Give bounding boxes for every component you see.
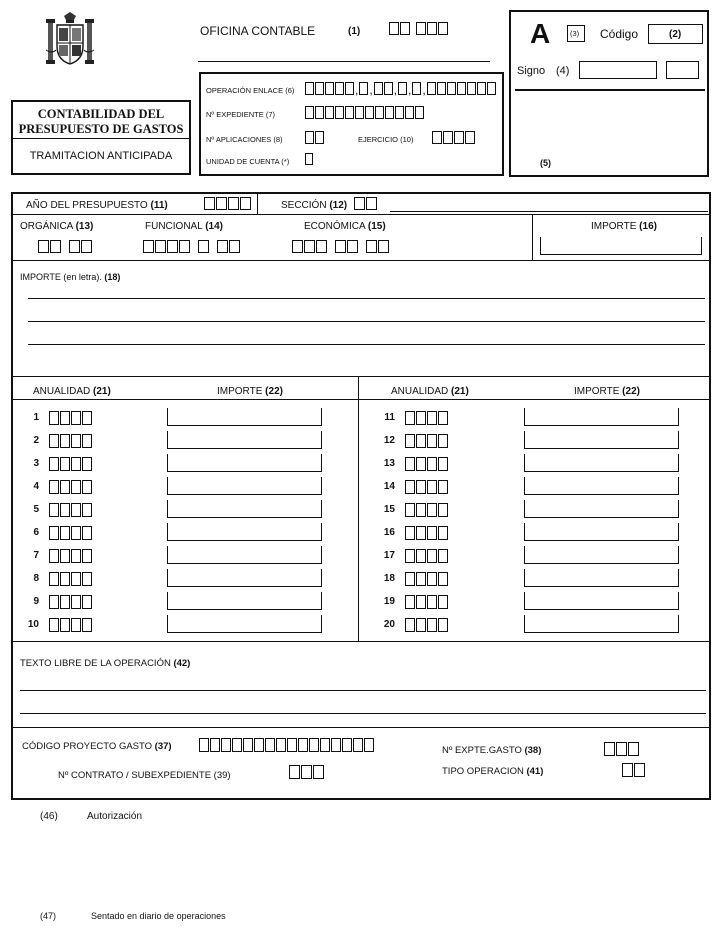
separator-comma: , bbox=[422, 83, 426, 97]
anualidad-importe-field[interactable] bbox=[167, 615, 322, 633]
input-cell[interactable] bbox=[82, 526, 92, 540]
input-cell[interactable] bbox=[232, 738, 242, 752]
input-cell[interactable] bbox=[438, 457, 448, 471]
economica-cells[interactable] bbox=[292, 240, 389, 253]
input-cell[interactable] bbox=[427, 457, 437, 471]
input-cell[interactable] bbox=[309, 738, 319, 752]
input-cell[interactable] bbox=[60, 595, 70, 609]
input-cell[interactable] bbox=[320, 738, 330, 752]
anualidad-year-cells[interactable] bbox=[49, 618, 92, 632]
input-cell[interactable] bbox=[359, 82, 368, 95]
input-cell[interactable] bbox=[634, 763, 645, 777]
row-number: 12 bbox=[383, 435, 395, 446]
input-cell[interactable] bbox=[60, 411, 70, 425]
input-cell[interactable] bbox=[325, 82, 334, 95]
input-cell[interactable] bbox=[82, 411, 92, 425]
importe-22-left-label: IMPORTE (22) bbox=[217, 386, 283, 397]
input-cell[interactable] bbox=[427, 480, 437, 494]
input-cell[interactable] bbox=[331, 738, 341, 752]
input-cell[interactable] bbox=[298, 738, 308, 752]
codigo-proyecto-cells[interactable] bbox=[199, 738, 374, 752]
input-cell[interactable] bbox=[240, 197, 251, 210]
signo-num: (4) bbox=[556, 65, 570, 77]
input-cell[interactable] bbox=[305, 131, 314, 144]
input-cell[interactable] bbox=[365, 106, 374, 119]
row-number: 2 bbox=[33, 435, 39, 446]
anualidad-importe-field[interactable] bbox=[167, 592, 322, 610]
anualidad-importe-field[interactable] bbox=[524, 523, 679, 541]
input-cell[interactable] bbox=[405, 106, 414, 119]
input-cell[interactable] bbox=[71, 549, 81, 563]
input-cell[interactable] bbox=[335, 82, 344, 95]
input-cell[interactable] bbox=[416, 549, 426, 563]
input-cell[interactable] bbox=[347, 240, 358, 253]
input-cell[interactable] bbox=[465, 131, 475, 144]
anualidad-importe-field[interactable] bbox=[524, 546, 679, 564]
input-cell[interactable] bbox=[335, 240, 346, 253]
input-cell[interactable] bbox=[292, 240, 303, 253]
input-cell[interactable] bbox=[467, 82, 476, 95]
input-cell[interactable] bbox=[71, 457, 81, 471]
anualidad-right-label: ANUALIDAD (21) bbox=[391, 386, 469, 397]
row-number: 13 bbox=[383, 458, 395, 469]
input-cell[interactable] bbox=[49, 434, 59, 448]
operacion-enlace-label: OPERACIÓN ENLACE (6) bbox=[206, 86, 295, 95]
input-cell[interactable] bbox=[427, 503, 437, 517]
anualidad-year-cells[interactable] bbox=[405, 549, 448, 563]
sentado-label: Sentado en diario de operaciones bbox=[91, 911, 226, 921]
input-cell[interactable] bbox=[60, 434, 70, 448]
signo-field-2[interactable] bbox=[666, 61, 699, 79]
input-cell[interactable] bbox=[405, 618, 415, 632]
row-number: 3 bbox=[33, 458, 39, 469]
input-cell[interactable] bbox=[378, 240, 389, 253]
anualidad-year-cells[interactable] bbox=[49, 480, 92, 494]
input-cell[interactable] bbox=[354, 197, 365, 210]
input-cell[interactable] bbox=[416, 411, 426, 425]
signo-field[interactable] bbox=[579, 61, 657, 79]
input-cell[interactable] bbox=[432, 131, 442, 144]
form-letter: A bbox=[530, 18, 551, 49]
importe-16-label: IMPORTE (16) bbox=[591, 221, 657, 232]
input-cell[interactable] bbox=[49, 618, 59, 632]
title-line-2: PRESUPUESTO DE GASTOS bbox=[18, 122, 184, 136]
input-cell[interactable] bbox=[229, 240, 240, 253]
importe-16-field[interactable] bbox=[540, 237, 702, 255]
box-3-num: (3) bbox=[570, 29, 580, 38]
input-cell[interactable] bbox=[384, 82, 393, 95]
input-cell[interactable] bbox=[155, 240, 166, 253]
input-cell[interactable] bbox=[265, 738, 275, 752]
input-cell[interactable] bbox=[454, 131, 464, 144]
expte-gasto-cells[interactable] bbox=[604, 742, 639, 756]
input-cell[interactable] bbox=[427, 411, 437, 425]
input-cell[interactable] bbox=[316, 240, 327, 253]
anualidad-importe-field[interactable] bbox=[524, 454, 679, 472]
input-cell[interactable] bbox=[405, 503, 415, 517]
anualidad-importe-field[interactable] bbox=[167, 454, 322, 472]
input-cell[interactable] bbox=[49, 503, 59, 517]
input-cell[interactable] bbox=[427, 549, 437, 563]
signo-label: Signo bbox=[517, 65, 546, 77]
input-cell[interactable] bbox=[204, 197, 215, 210]
input-cell[interactable] bbox=[416, 526, 426, 540]
input-cell[interactable] bbox=[71, 434, 81, 448]
input-cell[interactable] bbox=[71, 526, 81, 540]
input-cell[interactable] bbox=[216, 197, 227, 210]
anualidad-importe-field[interactable] bbox=[167, 500, 322, 518]
organica-label: ORGÁNICA (13) bbox=[20, 221, 94, 232]
anualidad-importe-field[interactable] bbox=[524, 431, 679, 449]
unidad-cuenta-label: UNIDAD DE CUENTA (*) bbox=[206, 157, 290, 166]
row-number: 20 bbox=[383, 619, 395, 630]
input-cell[interactable] bbox=[313, 765, 324, 779]
input-cell[interactable] bbox=[353, 738, 363, 752]
input-cell[interactable] bbox=[82, 572, 92, 586]
input-cell[interactable] bbox=[60, 618, 70, 632]
input-cell[interactable] bbox=[82, 549, 92, 563]
input-cell[interactable] bbox=[345, 106, 354, 119]
importe-letra-label: IMPORTE (en letra). (18) bbox=[20, 272, 121, 282]
input-cell[interactable] bbox=[60, 549, 70, 563]
row-number: 14 bbox=[383, 481, 395, 492]
input-cell[interactable] bbox=[447, 82, 456, 95]
input-cell[interactable] bbox=[375, 106, 384, 119]
input-cell[interactable] bbox=[364, 738, 374, 752]
contrato-cells[interactable] bbox=[289, 765, 324, 779]
anualidad-year-cells[interactable] bbox=[49, 549, 92, 563]
economica-label: ECONÓMICA (15) bbox=[304, 221, 386, 232]
input-cell[interactable] bbox=[325, 106, 334, 119]
input-cell[interactable] bbox=[405, 526, 415, 540]
input-cell[interactable] bbox=[82, 618, 92, 632]
input-cell[interactable] bbox=[427, 618, 437, 632]
anualidad-importe-field[interactable] bbox=[524, 569, 679, 587]
anualidad-year-cells[interactable] bbox=[405, 457, 448, 471]
input-cell[interactable] bbox=[82, 595, 92, 609]
input-cell[interactable] bbox=[487, 82, 496, 95]
anualidad-year-cells[interactable] bbox=[405, 572, 448, 586]
anualidad-year-cells[interactable] bbox=[49, 434, 92, 448]
anualidad-year-cells[interactable] bbox=[49, 503, 92, 517]
seccion-cells[interactable] bbox=[354, 197, 377, 210]
unidad-cuenta-cells[interactable] bbox=[305, 153, 313, 165]
input-cell[interactable] bbox=[416, 457, 426, 471]
sentado-num: (47) bbox=[40, 911, 57, 921]
anualidad-year-cells[interactable] bbox=[49, 411, 92, 425]
row-number: 6 bbox=[33, 527, 39, 538]
input-cell[interactable] bbox=[243, 738, 253, 752]
ejercicio-label: EJERCICIO (10) bbox=[358, 135, 414, 144]
input-cell[interactable] bbox=[143, 240, 154, 253]
input-cell[interactable] bbox=[342, 738, 352, 752]
anualidad-year-cells[interactable] bbox=[405, 618, 448, 632]
input-cell[interactable] bbox=[49, 549, 59, 563]
input-cell[interactable] bbox=[276, 738, 286, 752]
input-cell[interactable] bbox=[395, 106, 404, 119]
input-cell[interactable] bbox=[438, 480, 448, 494]
input-cell[interactable] bbox=[405, 572, 415, 586]
input-cell[interactable] bbox=[60, 526, 70, 540]
input-cell[interactable] bbox=[427, 526, 437, 540]
autorizacion-label: Autorización bbox=[87, 811, 143, 822]
input-cell[interactable] bbox=[71, 503, 81, 517]
input-cell[interactable] bbox=[179, 240, 190, 253]
row-number: 11 bbox=[384, 412, 395, 423]
input-cell[interactable] bbox=[438, 434, 448, 448]
input-cell[interactable] bbox=[405, 549, 415, 563]
anualidad-importe-field[interactable] bbox=[167, 408, 322, 426]
input-cell[interactable] bbox=[438, 411, 448, 425]
input-cell[interactable] bbox=[438, 503, 448, 517]
anualidad-importe-field[interactable] bbox=[524, 477, 679, 495]
input-cell[interactable] bbox=[71, 411, 81, 425]
input-cell[interactable] bbox=[38, 240, 49, 253]
input-cell[interactable] bbox=[60, 480, 70, 494]
texto-libre-label: TEXTO LIBRE DE LA OPERACIÓN (42) bbox=[20, 658, 191, 669]
row-number: 16 bbox=[383, 527, 395, 538]
anualidad-year-cells[interactable] bbox=[405, 503, 448, 517]
input-cell[interactable] bbox=[355, 106, 364, 119]
input-cell[interactable] bbox=[60, 503, 70, 517]
input-cell[interactable] bbox=[167, 240, 178, 253]
anualidad-left-label: ANUALIDAD (21) bbox=[33, 386, 111, 397]
input-cell[interactable] bbox=[405, 480, 415, 494]
input-cell[interactable] bbox=[443, 131, 453, 144]
expediente-cells[interactable] bbox=[305, 106, 424, 119]
ano-presupuesto-label: AÑO DEL PRESUPUESTO (11) bbox=[26, 200, 168, 211]
row-number: 19 bbox=[383, 596, 395, 607]
anualidad-importe-field[interactable] bbox=[167, 569, 322, 587]
input-cell[interactable] bbox=[82, 434, 92, 448]
input-cell[interactable] bbox=[210, 738, 220, 752]
ejercicio-cells[interactable] bbox=[432, 131, 475, 144]
input-cell[interactable] bbox=[49, 457, 59, 471]
tipo-operacion-cells[interactable] bbox=[622, 763, 645, 777]
input-cell[interactable] bbox=[304, 240, 315, 253]
input-cell[interactable] bbox=[82, 480, 92, 494]
row-number: 18 bbox=[383, 573, 395, 584]
anualidad-year-cells[interactable] bbox=[405, 595, 448, 609]
input-cell[interactable] bbox=[315, 131, 324, 144]
aplicaciones-label: Nº APLICACIONES (8) bbox=[206, 135, 283, 144]
input-cell[interactable] bbox=[405, 434, 415, 448]
anualidad-importe-field[interactable] bbox=[167, 431, 322, 449]
anualidad-importe-field[interactable] bbox=[524, 592, 679, 610]
input-cell[interactable] bbox=[49, 411, 59, 425]
autorizacion-num: (46) bbox=[40, 811, 58, 822]
title-line-1: CONTABILIDAD DEL bbox=[37, 107, 165, 121]
aplicaciones-cells[interactable] bbox=[305, 131, 324, 144]
input-cell[interactable] bbox=[416, 572, 426, 586]
row-number: 17 bbox=[383, 550, 395, 561]
input-cell[interactable] bbox=[438, 549, 448, 563]
input-cell[interactable] bbox=[49, 572, 59, 586]
importe-22-right-label: IMPORTE (22) bbox=[574, 386, 640, 397]
input-cell[interactable] bbox=[82, 503, 92, 517]
input-cell[interactable] bbox=[81, 240, 92, 253]
anualidad-importe-field[interactable] bbox=[167, 546, 322, 564]
input-cell[interactable] bbox=[217, 240, 228, 253]
input-cell[interactable] bbox=[315, 106, 324, 119]
input-cell[interactable] bbox=[60, 572, 70, 586]
input-cell[interactable] bbox=[385, 106, 394, 119]
input-cell[interactable] bbox=[199, 738, 209, 752]
codigo-proyecto-label: CÓDIGO PROYECTO GASTO (37) bbox=[22, 741, 172, 752]
input-cell[interactable] bbox=[427, 434, 437, 448]
input-cell[interactable] bbox=[287, 738, 297, 752]
row-number: 1 bbox=[33, 412, 39, 423]
row-number: 15 bbox=[383, 504, 395, 515]
separator-comma: , bbox=[393, 83, 398, 97]
input-cell[interactable] bbox=[49, 526, 59, 540]
input-cell[interactable] bbox=[71, 572, 81, 586]
input-cell[interactable] bbox=[416, 480, 426, 494]
input-cell[interactable] bbox=[71, 618, 81, 632]
expte-gasto-label: Nº EXPTE.GASTO (38) bbox=[442, 745, 542, 756]
input-cell[interactable] bbox=[254, 738, 264, 752]
input-cell[interactable] bbox=[366, 197, 377, 210]
input-cell[interactable] bbox=[345, 82, 354, 95]
anualidad-importe-field[interactable] bbox=[524, 615, 679, 633]
separator-comma: , bbox=[369, 83, 373, 97]
input-cell[interactable] bbox=[416, 503, 426, 517]
tipo-operacion-label: TIPO OPERACION (41) bbox=[442, 766, 544, 777]
input-cell[interactable] bbox=[198, 240, 209, 253]
input-cell[interactable] bbox=[305, 153, 313, 165]
row-number: 7 bbox=[33, 550, 39, 561]
ano-presupuesto-cells[interactable] bbox=[204, 197, 251, 210]
input-cell[interactable] bbox=[289, 765, 300, 779]
operacion-enlace-cells[interactable] bbox=[305, 82, 496, 95]
input-cell[interactable] bbox=[50, 240, 61, 253]
input-cell[interactable] bbox=[427, 82, 436, 95]
input-cell[interactable] bbox=[69, 240, 80, 253]
input-cell[interactable] bbox=[405, 457, 415, 471]
anualidad-importe-field[interactable] bbox=[167, 477, 322, 495]
anualidad-year-cells[interactable] bbox=[49, 595, 92, 609]
input-cell[interactable] bbox=[71, 480, 81, 494]
input-cell[interactable] bbox=[335, 106, 344, 119]
anualidad-year-cells[interactable] bbox=[49, 526, 92, 540]
anualidad-year-cells[interactable] bbox=[405, 480, 448, 494]
input-cell[interactable] bbox=[405, 411, 415, 425]
codigo-num: (2) bbox=[669, 29, 682, 40]
input-cell[interactable] bbox=[427, 595, 437, 609]
oficina-contable-cells[interactable] bbox=[389, 22, 448, 35]
input-cell[interactable] bbox=[228, 197, 239, 210]
box-5-num: (5) bbox=[540, 158, 551, 168]
input-cell[interactable] bbox=[398, 82, 407, 95]
contrato-label: Nº CONTRATO / SUBEXPEDIENTE (39) bbox=[58, 770, 231, 781]
input-cell[interactable] bbox=[49, 480, 59, 494]
input-cell[interactable] bbox=[412, 82, 421, 95]
input-cell[interactable] bbox=[427, 572, 437, 586]
input-cell[interactable] bbox=[416, 434, 426, 448]
separator-comma: , bbox=[355, 83, 359, 97]
row-number: 4 bbox=[33, 481, 39, 492]
input-cell[interactable] bbox=[438, 526, 448, 540]
main-form-box bbox=[11, 192, 711, 800]
anualidad-year-cells[interactable] bbox=[405, 411, 448, 425]
codigo-label: Código bbox=[600, 27, 639, 41]
anualidad-importe-field[interactable] bbox=[167, 523, 322, 541]
input-cell[interactable] bbox=[628, 742, 639, 756]
input-cell[interactable] bbox=[457, 82, 466, 95]
title-subtitle: TRAMITACION ANTICIPADA bbox=[29, 150, 173, 162]
input-cell[interactable] bbox=[315, 82, 324, 95]
seccion-label: SECCIÓN (12) bbox=[281, 200, 348, 211]
input-cell[interactable] bbox=[622, 763, 633, 777]
anualidad-year-cells[interactable] bbox=[405, 526, 448, 540]
input-cell[interactable] bbox=[415, 106, 424, 119]
input-cell[interactable] bbox=[49, 595, 59, 609]
coat-of-arms-emblem bbox=[44, 10, 96, 68]
input-cell[interactable] bbox=[374, 82, 383, 95]
anualidad-year-cells[interactable] bbox=[405, 434, 448, 448]
row-number: 8 bbox=[33, 573, 39, 584]
anualidad-year-cells[interactable] bbox=[49, 457, 92, 471]
input-cell[interactable] bbox=[616, 742, 627, 756]
expediente-label: Nº EXPEDIENTE (7) bbox=[206, 110, 276, 119]
input-cell[interactable] bbox=[438, 572, 448, 586]
input-cell[interactable] bbox=[604, 742, 615, 756]
oficina-contable-num: (1) bbox=[348, 26, 361, 37]
input-cell[interactable] bbox=[305, 106, 314, 119]
input-cell[interactable] bbox=[416, 618, 426, 632]
input-cell[interactable] bbox=[366, 240, 377, 253]
oficina-contable-label: OFICINA CONTABLE bbox=[200, 24, 316, 38]
input-cell[interactable] bbox=[82, 457, 92, 471]
input-cell[interactable] bbox=[477, 82, 486, 95]
input-cell[interactable] bbox=[71, 595, 81, 609]
anualidad-importe-field[interactable] bbox=[524, 500, 679, 518]
row-number: 5 bbox=[33, 504, 39, 515]
input-cell[interactable] bbox=[301, 765, 312, 779]
funcional-cells[interactable] bbox=[143, 240, 240, 253]
row-number: 10 bbox=[27, 619, 39, 630]
input-cell[interactable] bbox=[405, 595, 415, 609]
input-cell[interactable] bbox=[438, 618, 448, 632]
separator-comma: , bbox=[408, 83, 412, 97]
organica-cells[interactable] bbox=[38, 240, 92, 253]
funcional-label: FUNCIONAL (14) bbox=[145, 221, 223, 232]
anualidad-year-cells[interactable] bbox=[49, 572, 92, 586]
input-cell[interactable] bbox=[437, 82, 446, 95]
input-cell[interactable] bbox=[305, 82, 314, 95]
anualidad-importe-field[interactable] bbox=[524, 408, 679, 426]
input-cell[interactable] bbox=[416, 595, 426, 609]
input-cell[interactable] bbox=[221, 738, 231, 752]
input-cell[interactable] bbox=[60, 457, 70, 471]
input-cell[interactable] bbox=[438, 595, 448, 609]
row-number: 9 bbox=[33, 596, 39, 607]
